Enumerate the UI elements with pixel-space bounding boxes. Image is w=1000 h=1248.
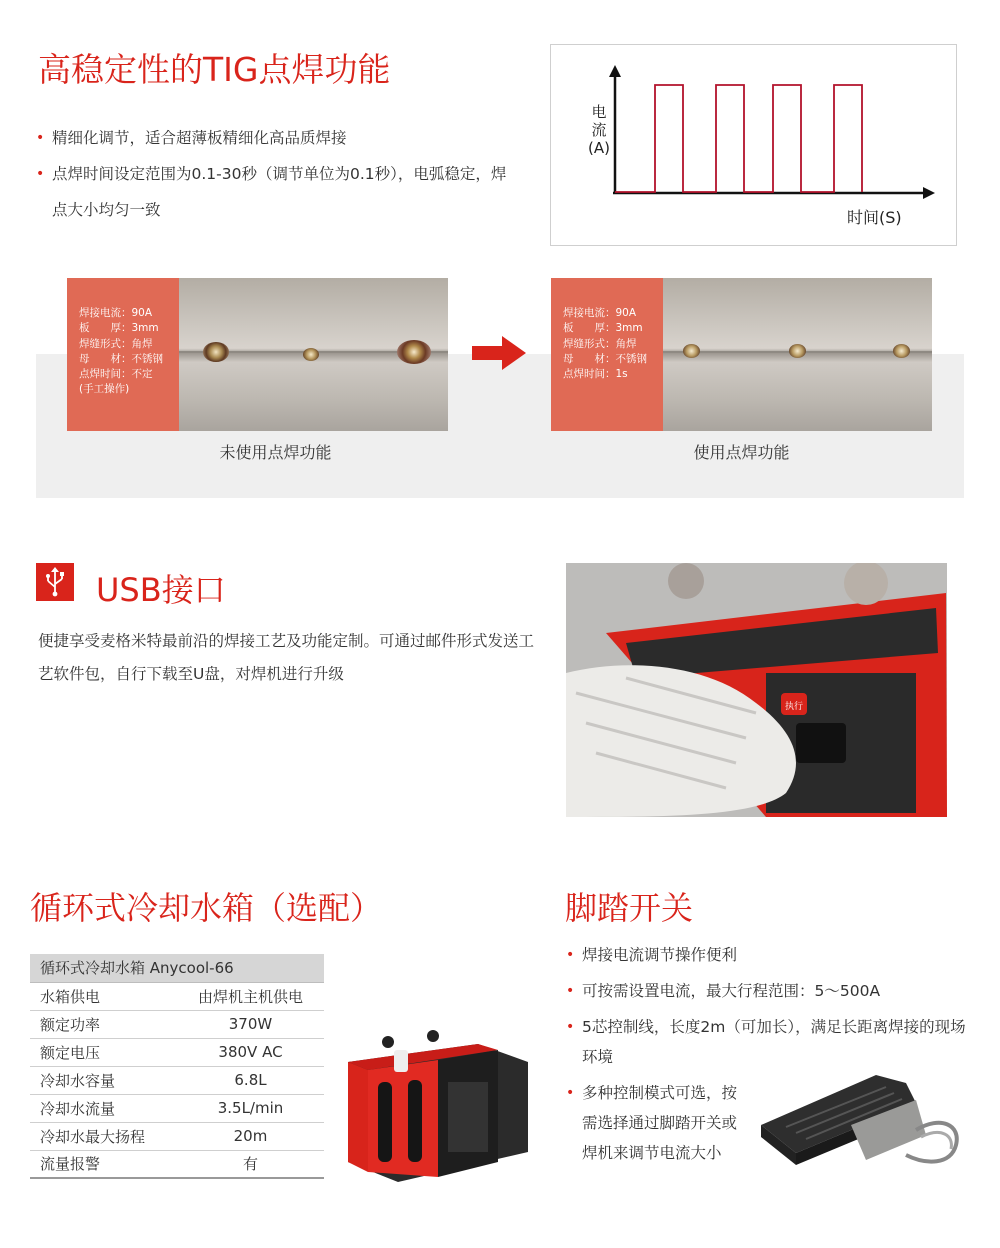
weld-spot [789,344,806,358]
before-caption: 未使用点焊功能 [219,443,332,462]
graph-xlabel: 时间(S) [847,208,902,227]
cooler-image [338,1022,533,1186]
spec-line: 母 材：不锈钢 [79,352,163,365]
after-panel [551,278,932,431]
bullet-item: • 点焊时间设定范围为0.1-30秒（调节单位为0.1秒），电弧稳定，焊点大小均匀一致 [36,156,516,228]
table-header: 循环式冷却水箱 Anycool-66 [30,954,324,982]
table-row [30,1038,324,1066]
before-panel [67,278,448,431]
row-value: 380V AC [177,1038,324,1066]
ylabel-unit: (A) [588,139,610,157]
spot-weld-title: 高稳定性的TIG点焊功能 [38,50,391,89]
spec-line: 焊缝形式：角焊 [563,337,637,350]
row-label: 水箱供电 [30,982,177,1010]
usb-title: USB接口 [96,571,226,609]
weld-spot [203,342,229,362]
x-axis-arrow [923,187,935,199]
row-value: 由焊机主机供电 [177,982,324,1010]
spot-weld-bullets [36,120,516,228]
weld-spot [683,344,700,358]
table-row [30,982,324,1010]
after-spec-box [551,278,663,431]
pulse-graph [550,44,957,246]
spec-line: 焊缝形式：角焊 [79,337,153,350]
row-label: 冷却水容量 [30,1066,177,1094]
bullet-item: • 多种控制模式可选，按需选择通过脚踏开关或焊机来调节电流大小 [566,1078,751,1168]
row-value: 20m [177,1122,324,1150]
weld-spot [397,340,431,364]
arrow-right-icon [472,336,528,370]
panel-button-label: 执行 [785,702,804,712]
table-row [30,1010,324,1038]
spec-line: 母 材：不锈钢 [563,352,647,365]
cooler-title: 循环式冷却水箱（选配） [30,889,383,927]
row-label: 冷却水最大扬程 [30,1122,177,1150]
spec-line: 焊接电流：90A [79,307,153,319]
foot-pedal-image [756,1055,966,1175]
row-label: 额定电压 [30,1038,177,1066]
ylabel-char: 流 [591,121,607,139]
bullet-item: • 焊接电流调节操作便利 [566,940,966,970]
pedal-title: 脚踏开关 [565,889,694,927]
row-label: 流量报警 [30,1150,177,1178]
pulse-wave [615,85,862,192]
weld-spot [893,344,910,358]
usb-description: 便捷享受麦格米特最前沿的焊接工艺及功能定制。可通过邮件形式发送工艺软件包，自行下载至U盘，对焊机进行升级 [38,632,535,683]
spec-line: (手工操作) [79,383,130,396]
spec-line: 点焊时间：1s [563,368,628,381]
row-value: 有 [177,1150,324,1178]
spec-line: 点焊时间：不定 [79,368,153,381]
row-value: 3.5L/min [177,1094,324,1122]
before-spec-box [67,278,179,431]
weld-photo-before [179,278,448,431]
bullet-item: • 5芯控制线，长度2m（可加长），满足长距离焊接的现场环境 [566,1012,966,1072]
row-value: 6.8L [177,1066,324,1094]
bullet-item: • 精细化调节，适合超薄板精细化高品质焊接 [36,120,516,156]
weld-spot [303,348,319,361]
y-axis-arrow [609,65,621,77]
after-caption: 使用点焊功能 [693,443,790,462]
spec-line: 板 厚：3mm [563,322,643,335]
table-row [30,1150,324,1178]
usb-icon [36,563,74,601]
table-row [30,1094,324,1122]
weld-photo-after [663,278,932,431]
ylabel-char: 电 [591,103,607,121]
table-row [30,1066,324,1094]
spec-line: 板 厚：3mm [79,322,159,335]
graph-ylabel [587,103,611,157]
cooler-spec-table [30,954,324,1179]
usb-photo [566,563,947,817]
row-label: 额定功率 [30,1010,177,1038]
row-label: 冷却水流量 [30,1094,177,1122]
table-row [30,1122,324,1150]
spec-line: 焊接电流：90A [563,307,637,319]
bullet-item: • 可按需设置电流，最大行程范围：5～500A [566,976,966,1006]
row-value: 370W [177,1010,324,1038]
